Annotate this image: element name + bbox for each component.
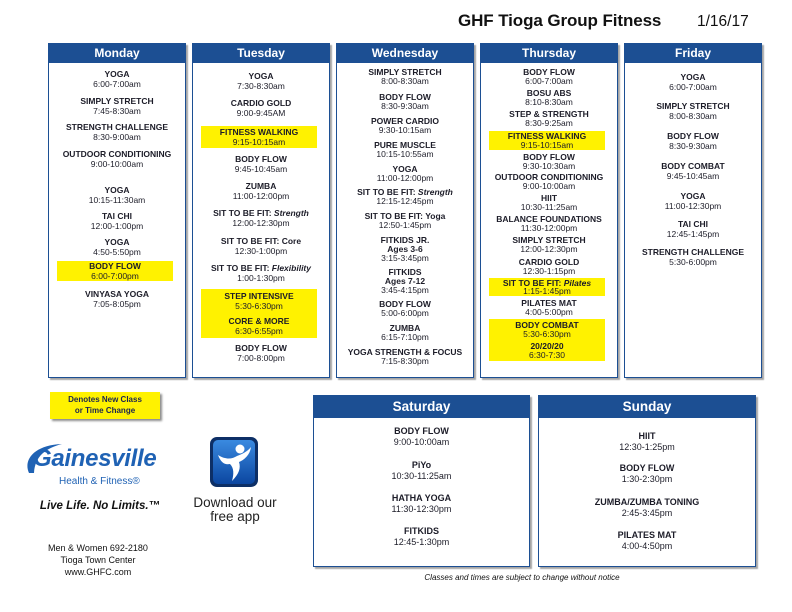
class-name	[317, 526, 526, 537]
page-title: GHF Tioga Group Fitness	[458, 11, 662, 30]
class-entry	[340, 300, 470, 318]
class-time: 11:00-12:00pm	[376, 173, 434, 183]
class-title: BODY FLOW	[667, 131, 719, 141]
class-title: CARDIO GOLD	[230, 98, 292, 108]
class-entry	[542, 497, 752, 519]
class-title: ZUMBA	[245, 181, 277, 191]
class-title: SIT TO BE FIT:	[211, 263, 270, 273]
class-entry	[484, 299, 614, 316]
class-name	[317, 426, 526, 437]
class-entry	[484, 215, 614, 232]
class-time: 12:00-12:30pm	[520, 243, 578, 254]
app-download-text	[175, 496, 295, 524]
class-title: BODY COMBAT	[515, 320, 579, 330]
class-name	[628, 101, 758, 111]
class-variant: Flexibility	[271, 263, 311, 273]
class-title: BALANCE FOUNDATIONS	[496, 214, 602, 224]
class-time: 5:00-6:00pm	[381, 308, 429, 318]
class-time: 10:30-11:25am	[520, 201, 578, 212]
class-title: STRENGTH CHALLENGE	[66, 122, 168, 132]
class-time: 6:00-7:00am	[93, 79, 141, 89]
class-time: 5:30-6:30pm	[523, 328, 571, 339]
class-title: FITNESS WALKING	[507, 131, 587, 141]
class-entry	[52, 211, 182, 231]
class-name	[52, 237, 182, 247]
class-title: YOGA	[104, 69, 130, 79]
class-entry	[196, 343, 326, 363]
class-name	[52, 96, 182, 106]
class-variant: Strength	[273, 208, 309, 218]
class-title: 20/20/20	[530, 341, 564, 351]
class-entry	[628, 161, 758, 181]
class-name	[628, 161, 758, 171]
day-header: Thursday	[481, 44, 617, 63]
class-time: 12:45-1:30pm	[393, 537, 450, 547]
class-name	[196, 208, 326, 218]
figure-head	[236, 445, 245, 454]
class-entry	[52, 185, 182, 205]
class-title: TAI CHI	[101, 211, 133, 221]
day-column-saturday	[313, 395, 530, 567]
class-time: 9:00-10:00am	[522, 180, 576, 191]
class-entry	[52, 289, 182, 309]
class-time: 12:30-1:15pm	[522, 265, 576, 276]
class-title: BODY FLOW	[89, 261, 141, 271]
class-time: 3:15-3:45pm	[381, 253, 429, 263]
class-title: SIMPLY STRETCH	[368, 67, 442, 77]
class-entry	[196, 71, 326, 91]
class-title: PiYo	[411, 460, 432, 470]
class-time: 10:30-11:25am	[391, 471, 452, 481]
day-column-monday	[48, 43, 186, 378]
class-name	[196, 181, 326, 191]
class-entry	[484, 68, 614, 85]
class-time: 9:15-10:15am	[232, 137, 286, 147]
class-entry	[542, 463, 752, 485]
class-title: BODY FLOW	[523, 67, 575, 77]
class-title: PILATES MAT	[521, 298, 577, 308]
legend-line: Denotes New Class	[68, 395, 142, 404]
class-time: 12:30-1:00pm	[234, 246, 288, 256]
class-entry	[628, 72, 758, 92]
schedule-disclaimer: Classes and times are subject to change without notice	[424, 573, 620, 582]
class-variant: Core	[281, 236, 302, 246]
class-time: 6:30-7:30	[529, 349, 565, 360]
class-time: 7:00-8:00pm	[237, 353, 285, 363]
class-name	[628, 131, 758, 141]
class-entry	[628, 219, 758, 239]
class-time: 8:00-8:30am	[669, 111, 717, 121]
class-name	[201, 291, 317, 301]
class-entry	[340, 236, 470, 263]
class-name	[542, 431, 752, 442]
class-name	[628, 72, 758, 82]
class-time: 9:00-10:00am	[90, 159, 144, 169]
class-time: 8:10-8:30am	[525, 96, 573, 107]
class-title: SIT TO BE FIT:	[364, 211, 424, 221]
class-entry	[52, 122, 182, 142]
class-title: PILATES MAT	[617, 530, 677, 540]
day-column-tuesday	[192, 43, 330, 378]
class-time: 9:30-10:30am	[522, 160, 576, 171]
class-title: SIT TO BE FIT:	[220, 236, 280, 246]
gainesville-logo	[22, 440, 172, 492]
class-title: HIIT	[638, 431, 656, 441]
class-name	[52, 69, 182, 79]
class-title: YOGA	[104, 237, 130, 247]
class-title: YOGA	[104, 185, 130, 195]
class-entry	[542, 530, 752, 552]
schedule-date: 1/16/17	[697, 13, 749, 30]
day-column-wednesday	[336, 43, 474, 378]
class-entry	[484, 89, 614, 106]
day-header: Tuesday	[193, 44, 329, 63]
website-link[interactable]: www.GHFC.com	[64, 567, 132, 577]
class-title: STRENGTH CHALLENGE	[642, 247, 744, 257]
class-title: ZUMBA/ZUMBA TONING	[594, 497, 700, 507]
class-time: 12:00-1:00pm	[90, 221, 144, 231]
class-entry	[196, 236, 326, 256]
highlighted-class-entry	[489, 340, 605, 361]
class-title: STEP INTENSIVE	[224, 291, 294, 301]
class-title: FITKIDS	[404, 526, 439, 536]
class-entry	[340, 212, 470, 230]
class-entry	[196, 154, 326, 174]
class-title: SIMPLY STRETCH	[656, 101, 730, 111]
class-time: 12:15-12:45pm	[376, 196, 434, 206]
highlighted-class-entry	[201, 126, 317, 148]
class-time: 3:45-4:15pm	[381, 285, 429, 295]
class-title: BODY FLOW	[394, 426, 449, 436]
class-title: FITNESS WALKING	[219, 127, 299, 137]
class-entry	[542, 431, 752, 453]
class-name	[196, 236, 326, 246]
class-time: 12:30-1:25pm	[619, 442, 675, 452]
class-time: 1:30-2:30pm	[621, 474, 673, 484]
class-time: 10:15-10:55am	[376, 149, 434, 159]
class-entry	[52, 69, 182, 89]
class-name	[317, 460, 526, 471]
class-title: VINYASA YOGA	[85, 289, 149, 299]
class-entry	[340, 93, 470, 111]
class-title: ZUMBA	[389, 323, 421, 333]
class-time: 8:00-8:30am	[381, 76, 429, 86]
class-title: BODY FLOW	[379, 299, 431, 309]
class-entry	[628, 191, 758, 211]
class-title: HIIT	[540, 193, 558, 203]
day-header: Monday	[49, 44, 185, 63]
class-name	[542, 497, 752, 508]
class-time: 9:15-10:15am	[520, 139, 574, 150]
class-name	[628, 219, 758, 229]
class-entry	[317, 493, 526, 515]
class-entry	[52, 237, 182, 257]
class-name	[542, 463, 752, 474]
class-entry	[484, 173, 614, 190]
class-entry	[317, 460, 526, 482]
class-name	[628, 247, 758, 257]
class-entry	[196, 181, 326, 201]
class-time: 5:30-6:30pm	[235, 301, 283, 311]
class-time: 9:30-10:15am	[378, 125, 432, 135]
day-header: Wednesday	[337, 44, 473, 63]
class-name	[201, 127, 317, 137]
day-column-sunday	[538, 395, 756, 567]
class-time: 9:00-9:45AM	[236, 108, 286, 118]
class-name	[628, 191, 758, 201]
class-name	[196, 98, 326, 108]
class-entry	[484, 153, 614, 170]
class-time: 11:30-12:30pm	[391, 504, 452, 514]
class-title: SIMPLY STRETCH	[512, 235, 586, 245]
class-name	[196, 71, 326, 81]
class-time: 6:30-6:55pm	[235, 325, 283, 336]
class-name	[52, 149, 182, 159]
day-header: Sunday	[539, 396, 755, 418]
class-time: 9:00-10:00am	[393, 437, 450, 447]
highlighted-class-entry	[57, 261, 173, 281]
class-time: 7:15-8:30pm	[381, 356, 429, 366]
class-title: YOGA STRENGTH & FOCUS	[347, 347, 463, 357]
class-time: 11:00-12:00pm	[232, 191, 290, 201]
highlighted-class-entry	[201, 313, 317, 338]
class-time: 8:30-9:25am	[525, 117, 573, 128]
class-title: CARDIO GOLD	[518, 257, 580, 267]
class-title: FITKIDS JR.	[380, 235, 430, 245]
class-time: 4:50-5:50pm	[93, 247, 141, 257]
class-title: YOGA	[248, 71, 274, 81]
class-time: 4:00-4:50pm	[621, 541, 673, 551]
class-entry	[196, 98, 326, 118]
tagline: Live Life. No Limits.™	[39, 500, 161, 512]
day-header: Saturday	[314, 396, 529, 418]
class-entry	[340, 165, 470, 183]
highlighted-class-entry	[201, 289, 317, 313]
class-time: 8:30-9:30am	[669, 141, 717, 151]
class-variant: Pilates	[563, 277, 592, 288]
class-time: 10:15-11:30am	[88, 195, 146, 205]
class-title: YOGA	[680, 72, 706, 82]
contact-info	[30, 542, 166, 578]
class-time: 12:00-12:30pm	[232, 218, 290, 228]
class-name	[201, 316, 317, 326]
class-time: 7:30-8:30am	[237, 81, 285, 91]
class-title: YOGA	[680, 191, 706, 201]
app-text-line: free app	[210, 509, 260, 524]
class-title: STEP & STRENGTH	[509, 109, 589, 119]
class-title: YOGA	[392, 164, 418, 174]
day-header: Friday	[625, 44, 761, 63]
class-title: OUTDOOR CONDITIONING	[494, 172, 604, 182]
location-name: Tioga Town Center	[60, 555, 136, 565]
class-entry	[628, 247, 758, 267]
phone-number: Men & Women 692-2180	[48, 543, 148, 553]
class-time: 4:00-5:00pm	[525, 306, 573, 317]
highlighted-class-entry	[489, 319, 605, 340]
class-name	[52, 122, 182, 132]
class-time: 9:45-10:45am	[666, 171, 720, 181]
class-time: 6:15-7:10pm	[381, 332, 429, 342]
class-title: BODY COMBAT	[661, 161, 725, 171]
class-title: BODY FLOW	[379, 92, 431, 102]
logo-wordmark: Gainesville	[33, 445, 157, 472]
class-time: 8:30-9:00am	[93, 132, 141, 142]
class-entry	[484, 236, 614, 253]
class-name	[196, 154, 326, 164]
class-title: TAI CHI	[677, 219, 709, 229]
class-time: 6:00-7:00pm	[91, 271, 139, 281]
class-entry	[340, 188, 470, 206]
class-name	[57, 261, 173, 271]
class-title: BODY FLOW	[523, 152, 575, 162]
class-time: 5:30-6:00pm	[669, 257, 717, 267]
class-name	[317, 493, 526, 504]
class-time: 8:30-9:30am	[381, 101, 429, 111]
class-time: 2:45-3:45pm	[621, 508, 673, 518]
class-title: PURE MUSCLE	[374, 140, 436, 150]
class-time: 6:00-7:00am	[669, 82, 717, 92]
class-entry	[628, 131, 758, 151]
class-time: 1:00-1:30pm	[237, 273, 285, 283]
class-title: SIT TO BE FIT:	[213, 208, 272, 218]
day-column-thursday	[480, 43, 618, 378]
highlighted-class-entry	[489, 131, 605, 150]
class-title: BODY FLOW	[619, 463, 675, 473]
app-text-line: Download our	[193, 495, 277, 510]
class-entry	[52, 149, 182, 169]
class-title: CORE & MORE	[228, 315, 290, 326]
class-age-note: Ages 3-6	[387, 244, 423, 254]
class-title: FITKIDS	[388, 267, 422, 277]
class-title: BOSU ABS	[526, 88, 572, 98]
class-entry	[340, 141, 470, 159]
class-entry	[317, 526, 526, 548]
class-name	[196, 343, 326, 353]
day-column-friday	[624, 43, 762, 378]
class-time: 11:00-12:30pm	[664, 201, 722, 211]
class-title: SIT TO BE FIT:	[357, 187, 416, 197]
class-variant: Strength	[417, 187, 453, 197]
class-name	[52, 185, 182, 195]
class-title: SIMPLY STRETCH	[80, 96, 154, 106]
class-entry	[340, 324, 470, 342]
class-time: 7:05-8:05pm	[93, 299, 141, 309]
class-name	[542, 530, 752, 541]
ghf-app-icon	[209, 436, 259, 488]
class-entry	[628, 101, 758, 121]
class-entry	[340, 68, 470, 86]
class-entry	[196, 263, 326, 283]
logo-subtitle: Health & Fitness®	[59, 476, 140, 487]
class-entry	[52, 96, 182, 116]
class-time: 9:45-10:45am	[234, 164, 288, 174]
class-name	[196, 263, 326, 273]
legend-line: or Time Change	[74, 405, 136, 415]
class-time: 7:45-8:30am	[93, 106, 141, 116]
class-time: 1:15-1:45pm	[523, 286, 571, 296]
class-entry	[317, 426, 526, 448]
class-title: BODY FLOW	[235, 343, 287, 353]
class-title: BODY FLOW	[235, 154, 287, 164]
class-time: 6:00-7:00am	[525, 75, 573, 86]
class-time: 11:30-12:00pm	[520, 222, 578, 233]
class-entry	[340, 268, 470, 295]
class-entry	[340, 117, 470, 135]
highlighted-class-entry	[489, 278, 605, 296]
class-entry	[196, 208, 326, 228]
class-entry	[340, 348, 470, 366]
class-name	[52, 289, 182, 299]
class-entry	[484, 110, 614, 127]
new-class-legend	[50, 392, 160, 419]
class-time: 12:45-1:45pm	[666, 229, 720, 239]
class-name	[52, 211, 182, 221]
class-age-note: Ages 7-12	[384, 276, 426, 286]
app-icon-graphic	[209, 436, 259, 488]
class-variant: Yoga	[425, 211, 446, 221]
class-title: POWER CARDIO	[371, 116, 439, 126]
class-entry	[484, 258, 614, 275]
class-time: 12:50-1:45pm	[378, 220, 432, 230]
class-title: SIT TO BE FIT:	[502, 277, 562, 288]
class-entry	[484, 194, 614, 211]
class-title: OUTDOOR CONDITIONING	[62, 149, 172, 159]
class-title: HATHA YOGA	[391, 493, 452, 503]
